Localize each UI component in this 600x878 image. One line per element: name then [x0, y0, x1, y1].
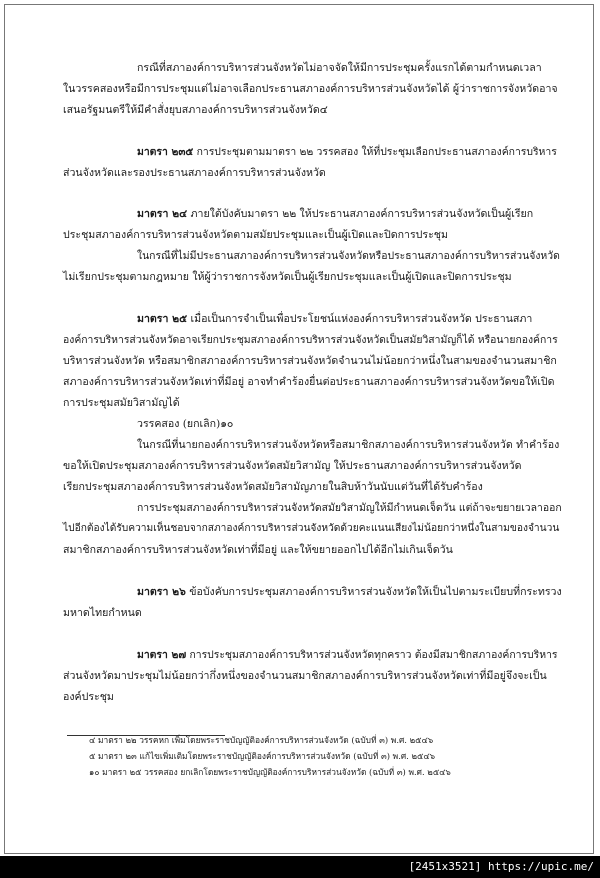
section-number: มาตรา ๒๖: [137, 586, 186, 598]
text-line: มาตรา ๒๗ การประชุมสภาองค์การบริหารส่วนจังหวัดทุกคราว ต้องมีสมาชิกสภาองค์การบริหาร: [137, 649, 558, 661]
text-line: องค์การบริหารส่วนจังหวัดอาจเรียกประชุมสภาองค์การบริหารส่วนจังหวัดเป็นสมัยวิสามัญก็ได้ หรือนายกองค์การ: [63, 334, 558, 346]
section-number: มาตรา ๒๕: [137, 313, 188, 325]
text-line: ส่วนจังหวัดและรองประธานสภาองค์การบริหารส่วนจังหวัด: [63, 167, 326, 179]
text-line: ขอให้เปิดประชุมสภาองค์การบริหารส่วนจังหวัดสมัยวิสามัญ ให้ประธานสภาองค์การบริหารส่วนจังหวัด: [63, 460, 522, 472]
text-line: ในกรณีที่นายกองค์การบริหารส่วนจังหวัดหรือสมาชิกสภาองค์การบริหารส่วนจังหวัด ทำคำร้อง: [137, 439, 560, 451]
image-info-bar: [0, 856, 600, 878]
text-line: มหาดไทยกำหนด: [63, 607, 142, 619]
text-line: องค์ประชุม: [63, 691, 114, 703]
text-line: เสนอรัฐมนตรีให้มีคำสั่งยุบสภาองค์การบริหารส่วนจังหวัด๔: [63, 104, 328, 116]
text-line: มาตรา ๒๖ ข้อบังคับการประชุมสภาองค์การบริหารส่วนจังหวัดให้เป็นไปตามระเบียบที่กระทรวง: [137, 586, 562, 598]
section-number: มาตรา ๒๓๕: [137, 146, 194, 158]
text-line: เรียกประชุมสภาองค์การบริหารส่วนจังหวัดสมัยวิสามัญภายในสิบห้าวันนับแต่วันที่ได้รับคำร้อง: [63, 481, 483, 493]
section-number: มาตรา ๒๗: [137, 649, 187, 661]
text-line: มาตรา ๒๓๕ การประชุมตามมาตรา ๒๒ วรรคสอง ให้ที่ประชุมเลือกประธานสภาองค์การบริหาร: [137, 146, 557, 158]
text-line: ในวรรคสองหรือมีการประชุมแต่ไม่อาจเลือกประธานสภาองค์การบริหารส่วนจังหวัดได้ ผู้ว่าราชการจังหวัดอาจ: [63, 83, 558, 95]
text-line: สภาองค์การบริหารส่วนจังหวัดเท่าที่มีอยู่ อาจทำคำร้องยื่นต่อประธานสภาองค์การบริหารส่วนจังหวัดขอให้เปิด: [63, 376, 555, 388]
text-line: ส่วนจังหวัดมาประชุมไม่น้อยกว่ากึ่งหนึ่งของจำนวนสมาชิกสภาองค์การบริหารส่วนจังหวัดเท่าที่มีอยู่จึงจะเป็น: [63, 670, 547, 682]
text-line: ประชุมสภาองค์การบริหารส่วนจังหวัดตามสมัยประชุมและเป็นผู้เปิดและปิดการประชุม: [63, 229, 448, 241]
text-line: มาตรา ๒๕ เมื่อเป็นการจำเป็นเพื่อประโยชน์แห่งองค์การบริหารส่วนจังหวัด ประธานสภา: [137, 313, 533, 325]
text-line: ไปอีกต้องได้รับความเห็นชอบจากสภาองค์การบริหารส่วนจังหวัดด้วยคะแนนเสียงไม่น้อยกว่าหนึ่งในสามของจำนวน: [63, 523, 560, 534]
text-line: สมาชิกสภาองค์การบริหารส่วนจังหวัดเท่าที่มีอยู่ และให้ขยายออกไปได้อีกไม่เกินเจ็ดวัน: [63, 544, 453, 556]
text-line: บริหารส่วนจังหวัด หรือสมาชิกสภาองค์การบริหารส่วนจังหวัดจำนวนไม่น้อยกว่าหนึ่งในสามของจำนวนสมาชิก: [63, 355, 557, 367]
text-line: กรณีที่สภาองค์การบริหารส่วนจังหวัดไม่อาจจัดให้มีการประชุมครั้งแรกได้ตามกำหนดเวลา: [137, 62, 542, 74]
text-line: มาตรา ๒๔ ภายใต้บังคับมาตรา ๒๒ ให้ประธานสภาองค์การบริหารส่วนจังหวัดเป็นผู้เรียก: [137, 208, 534, 220]
footnote: ๑๐ มาตรา ๒๕ วรรคสอง ยกเลิกโดยพระราชบัญญัติองค์การบริหารส่วนจังหวัด (ฉบับที่ ๓) พ.ศ. ๒๕๔๖: [89, 767, 451, 777]
image-info-text: [2451x3521] https://upic.me/: [408, 860, 594, 873]
section-number: มาตรา ๒๔: [137, 208, 188, 220]
document-page: [4, 4, 594, 854]
text-line: ในกรณีที่ไม่มีประธานสภาองค์การบริหารส่วนจังหวัดหรือประธานสภาองค์การบริหารส่วนจังหวัด: [137, 250, 560, 262]
text-line: การประชุมสมัยวิสามัญได้: [63, 397, 180, 409]
text-line: ไม่เรียกประชุมตามกฎหมาย ให้ผู้ว่าราชการจังหวัดเป็นผู้เรียกประชุมและเป็นผู้เปิดและปิดการประชุม: [63, 271, 512, 283]
footnote: ๔ มาตรา ๒๒ วรรคหก เพิ่มโดยพระราชบัญญัติองค์การบริหารส่วนจังหวัด (ฉบับที่ ๓) พ.ศ. ๒๕๔๖: [89, 735, 434, 745]
text-line: การประชุมสภาองค์การบริหารส่วนจังหวัดสมัยวิสามัญให้มีกำหนดเจ็ดวัน แต่ถ้าจะขยายเวลาออก: [137, 502, 562, 514]
text-line: วรรคสอง (ยกเลิก)๑๐: [137, 418, 234, 430]
footnote: ๕ มาตรา ๒๓ แก้ไขเพิ่มเติมโดยพระราชบัญญัติองค์การบริหารส่วนจังหวัด (ฉบับที่ ๓) พ.ศ. ๒๕๔๖: [89, 751, 436, 761]
